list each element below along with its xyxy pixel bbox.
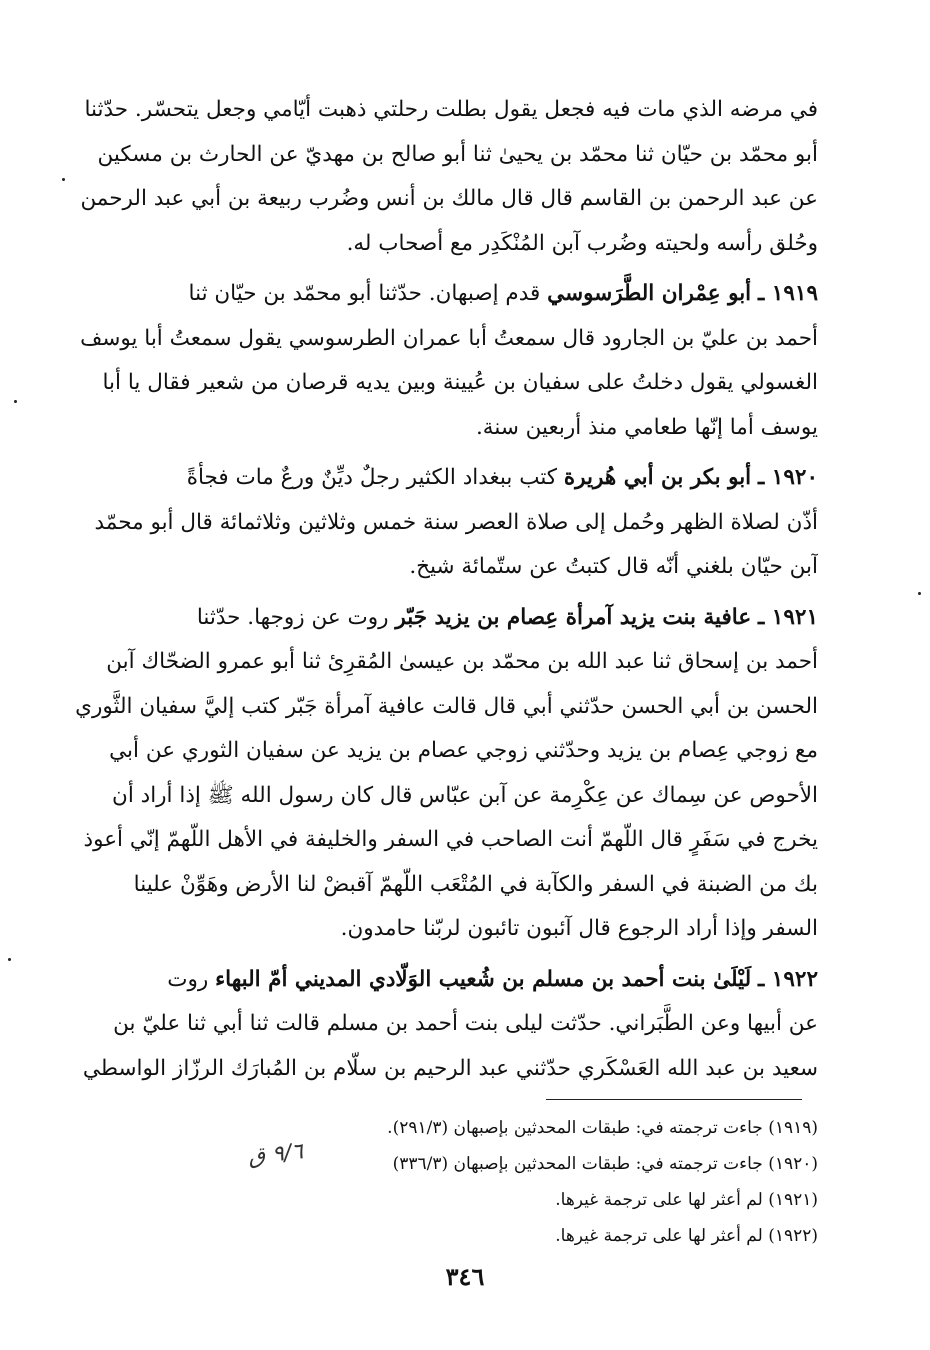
text-line: يخرج في سَفَرٍ قال اللّهمّ أنت الصاحب في السفر والخليفة في الأهل اللّهمّ إنّي أعوذ: [83, 827, 818, 852]
scan-speck: [918, 592, 921, 595]
entry-1920: [60, 456, 818, 590]
entry-1921: [60, 596, 818, 952]
text-line: الحسن بن أبي الحسن حدّثني أبي قال قالت عافية آمرأة جَبّر كتب إليَّ سفيان الثَّوري: [75, 693, 818, 719]
text-line: الأحوص عن سِماك عن عِكْرِمة عن آبن عبّاس قال كان رسول الله ﷺ إذا أراد أن: [112, 782, 818, 808]
text-line: كتب ببغداد الكثير رجلٌ ديِّنٌ ورعٌ مات فجأةً: [186, 465, 564, 490]
scan-speck: [62, 178, 65, 181]
text-line: يوسف أما إنّها طعامي منذ أربعين سنة.: [475, 414, 818, 440]
entry-number: ١٩٢٠ ـ: [758, 465, 818, 490]
entry-heading-line: [60, 456, 818, 501]
entry-heading-line: [60, 272, 818, 317]
entry-number: ١٩٢١ ـ: [758, 604, 818, 630]
text-line: وحُلق رأسه ولحيته وضُرب آبن المُنْكَدِر مع أصحاب له.: [346, 230, 818, 256]
entry-name: أبو عِمْران الطَّرَسوسي: [547, 281, 752, 306]
footnote-item: (١٩٢٠) جاءت ترجمته في: طبقات المحدثين بإصبهان (٣٣٦/٣): [392, 1154, 818, 1174]
text-line: في مرضه الذي مات فيه فجعل يقول بطلت رحلتي ذهبت أيّامي وجعل يتحسّر. حدّثنا: [84, 97, 818, 122]
text-line: سعيد بن عبد الله العَسْكَري حدّثني عبد الرحيم بن سلّام بن المُبارَك الرزّاز الواسطي: [82, 1055, 818, 1081]
text-line: آبن حيّان بلغني أنّه قال كتبتُ عن ستّمائة شيخ.: [409, 554, 818, 579]
entry-name: عافية بنت يزيد آمرأة عِصام بن يزيد جَبّر: [395, 604, 752, 630]
text-line: مع زوجي عِصام بن يزيد وحدّثني زوجي عصام بن يزيد عن سفيان الثوري عن أبي: [109, 738, 818, 763]
text-line: روت: [167, 966, 216, 992]
text-line: أحمد بن عليّ بن الجارود قال سمعتُ أبا عمران الطرسوسي يقول سمعتُ أبا يوسف: [80, 325, 818, 351]
entry-heading-line: [60, 958, 818, 1003]
paragraph-continuation: [60, 88, 818, 266]
scan-speck: [14, 400, 17, 403]
page-number: ٣٤٦: [445, 1262, 485, 1291]
text-line: أحمد بن إسحاق ثنا عبد الله بن محمّد بن عيسىٰ المُقرِئ ثنا أبو عمرو الضحّاك آبن: [106, 649, 818, 674]
handwritten-note: ٩/٦ ق: [246, 1139, 305, 1170]
scan-speck: [8, 958, 11, 961]
text-line: عن عبد الرحمن بن القاسم قال قال مالك بن أنس وضُرب ربيعة بن أبي عبد الرحمن: [80, 186, 818, 211]
text-line: السفر وإذا أراد الرجوع قال آئبون تائبون لربّنا حامدون.: [340, 916, 818, 941]
footnote-divider: [546, 1099, 802, 1100]
entry-1919: [60, 272, 818, 450]
entry-name: أبو بكر بن أبي هُريرة: [563, 465, 752, 490]
text-line: عن أبيها وعن الطَّبَراني. حدّثت ليلى بنت أحمد بن مسلم قالت ثنا أبي ثنا عليّ بن: [113, 1011, 818, 1036]
text-line: الغسولي يقول دخلتُ على سفيان بن عُيينة وبين يديه قرصان من شعير فقال يا أبا: [102, 370, 818, 395]
entry-1922: [60, 958, 818, 1092]
text-line: قدم إصبهان. حدّثنا أبو محمّد بن حيّان ثنا: [188, 281, 548, 306]
text-line: بك من الضبنة في السفر والكآبة في المُتْعَب اللّهمّ آقبضْ لنا الأرض وهَوِّنْ علينا: [133, 871, 818, 897]
main-text: [60, 88, 818, 1097]
footnotes: [200, 1110, 818, 1254]
entry-heading-line: [60, 596, 818, 641]
entry-name: لَيْلَىٰ بنت أحمد بن مسلم بن شُعيب الوَلّادي المديني أمّ البهاء: [215, 966, 752, 992]
footnote-item: (١٩٢٢) لم أعثر لها على ترجمة غيرها.: [555, 1226, 818, 1246]
footnote-item: (١٩١٩) جاءت ترجمته في: طبقات المحدثين بإصبهان (٢٩١/٣).: [387, 1118, 818, 1138]
text-line: أبو محمّد بن حيّان ثنا محمّد بن يحيىٰ ثنا أبو صالح بن مهديّ عن الحارث بن مسكين: [97, 141, 818, 167]
text-line: روت عن زوجها. حدّثنا: [196, 604, 396, 630]
text-line: أذّن لصلاة الظهر وحُمل إلى صلاة العصر سنة خمس وثلاثين وثلاثمائة قال أبو محمّد: [94, 509, 818, 535]
entry-number: ١٩١٩ ـ: [758, 281, 818, 306]
entry-number: ١٩٢٢ ـ: [758, 966, 818, 992]
footnote-item: (١٩٢١) لم أعثر لها على ترجمة غيرها.: [555, 1190, 818, 1210]
